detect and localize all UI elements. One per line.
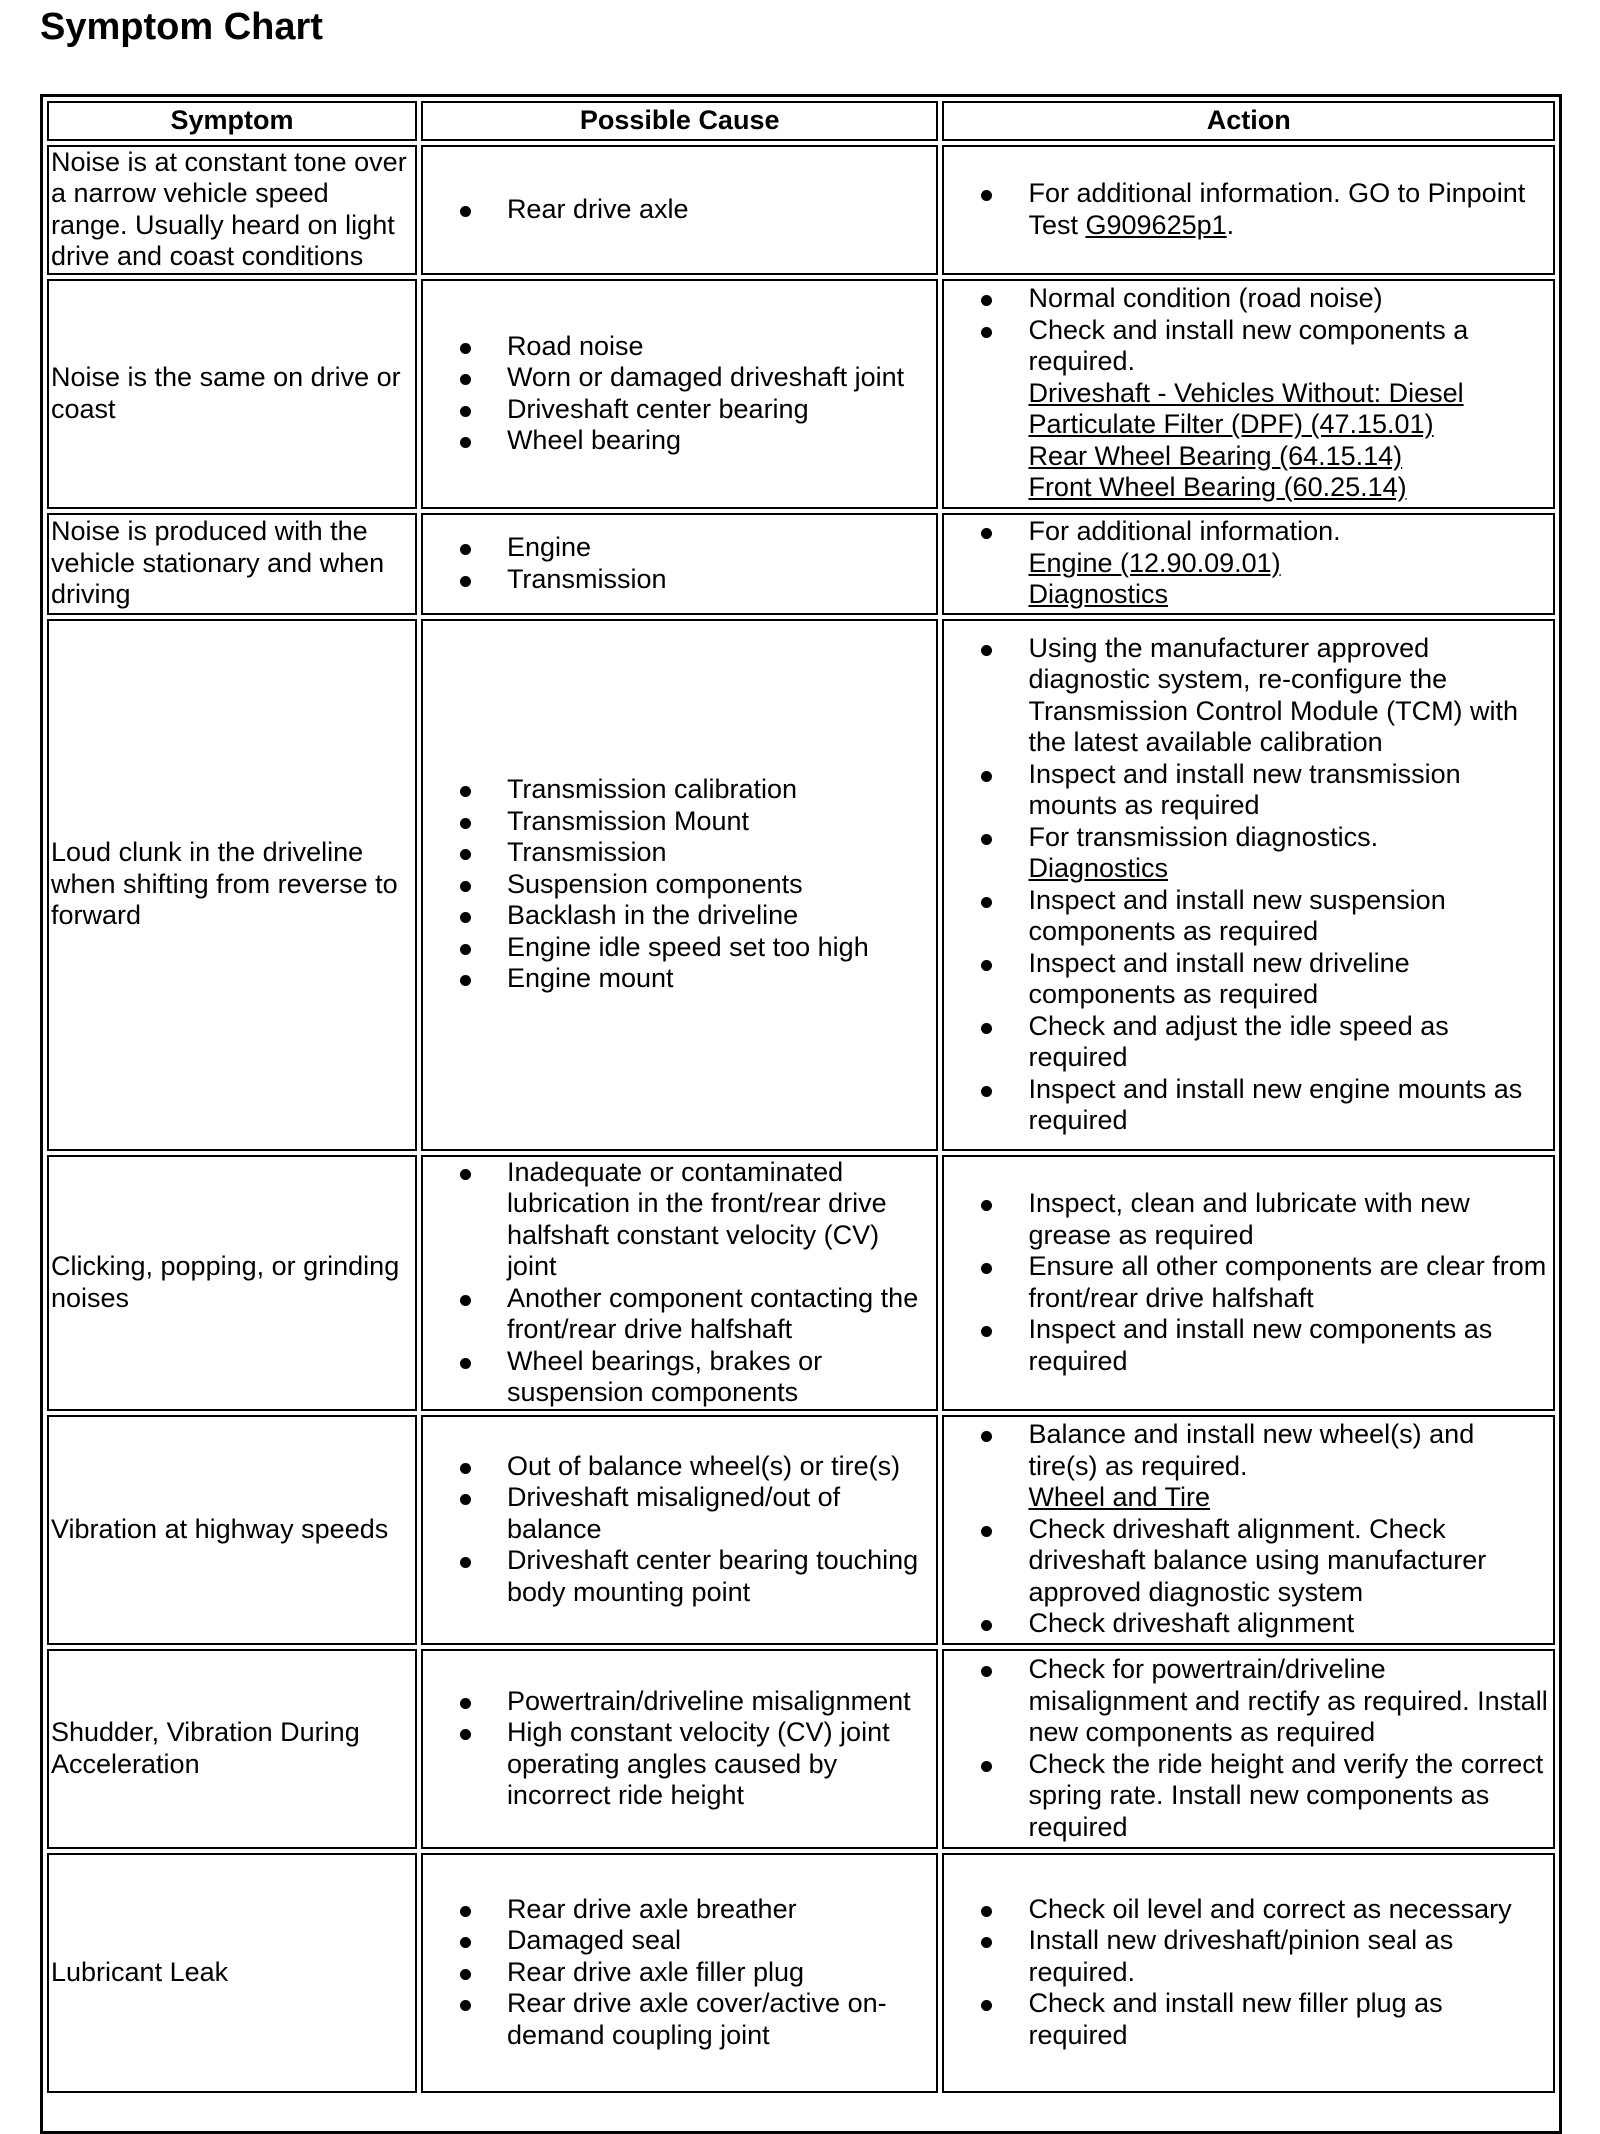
wheel-and-tire-link[interactable]: Wheel and Tire [1028, 1482, 1211, 1513]
cause-item: Wheel bearing [507, 425, 933, 457]
page-title: Symptom Chart [40, 6, 323, 48]
cause-item: Rear drive axle cover/active on-demand coupling joint [507, 1988, 933, 2051]
symptom-cell: Lubricant Leak [47, 1853, 417, 2093]
table-row [47, 1155, 1555, 1411]
action-item: Ensure all other components are clear from front/rear drive halfshaft [1028, 1251, 1549, 1314]
table-row [47, 279, 1555, 509]
cause-cell [421, 1853, 939, 2093]
action-item: Inspect, clean and lubricate with new grease as required [1028, 1188, 1549, 1251]
cause-cell [421, 145, 939, 275]
cause-cell [421, 513, 939, 615]
action-item: Install new driveshaft/pinion seal as required. [1028, 1925, 1549, 1988]
symptom-cell: Vibration at highway speeds [47, 1415, 417, 1645]
action-item: Inspect and install new components as required [1028, 1314, 1549, 1377]
cause-item: Wheel bearings, brakes or suspension components [507, 1346, 933, 1409]
table-row [47, 1415, 1555, 1645]
engine-link[interactable]: Engine (12.90.09.01) [1028, 547, 1281, 578]
symptom-cell: Noise is at constant tone over a narrow vehicle speed range. Usually heard on light drive and coast conditions [47, 145, 417, 275]
action-text: Check and install new components a required. [1028, 314, 1469, 377]
action-item [1028, 822, 1549, 885]
cause-item: Transmission [507, 837, 933, 869]
action-cell [942, 513, 1555, 615]
action-item: Check the ride height and verify the correct spring rate. Install new components as required [1028, 1749, 1549, 1844]
cause-item: Backlash in the driveline [507, 900, 933, 932]
cause-item: Driveshaft misaligned/out of balance [507, 1482, 933, 1545]
action-item: Inspect and install new driveline components as required [1028, 948, 1549, 1011]
header-symptom: Symptom [47, 101, 417, 141]
diagnostics-link[interactable]: Diagnostics [1028, 853, 1169, 883]
pinpoint-test-link[interactable]: G909625p1 [1085, 209, 1227, 240]
symptom-cell: Noise is the same on drive or coast [47, 279, 417, 509]
action-item [1028, 1419, 1549, 1514]
cause-cell [421, 619, 939, 1151]
table-row [47, 1853, 1555, 2093]
action-cell [942, 279, 1555, 509]
action-cell [942, 1155, 1555, 1411]
table-row [47, 513, 1555, 615]
header-row [47, 101, 1555, 141]
header-cause: Possible Cause [421, 101, 939, 141]
cause-item: Engine idle speed set too high [507, 932, 933, 964]
cause-item: Transmission Mount [507, 806, 933, 838]
action-cell [942, 1853, 1555, 2093]
action-cell [942, 1415, 1555, 1645]
action-item: Inspect and install new transmission mounts as required [1028, 759, 1549, 822]
cause-cell [421, 1155, 939, 1411]
cause-item: Out of balance wheel(s) or tire(s) [507, 1451, 933, 1483]
cause-item: Powertrain/driveline misalignment [507, 1686, 933, 1718]
cause-item: Damaged seal [507, 1925, 933, 1957]
cause-item: Road noise [507, 331, 933, 363]
cause-item: Worn or damaged driveshaft joint [507, 362, 933, 394]
action-item: Check driveshaft alignment. Check driveshaft balance using manufacturer approved diagnostic system [1028, 1514, 1549, 1609]
action-item: Check and install new filler plug as required [1028, 1988, 1549, 2051]
front-wheel-bearing-link[interactable]: Front Wheel Bearing (60.25.14) [1028, 472, 1407, 503]
symptom-cell: Shudder, Vibration During Acceleration [47, 1649, 417, 1849]
action-item: Check driveshaft alignment [1028, 1608, 1549, 1640]
table-row [47, 619, 1555, 1151]
action-text-suffix: . [1226, 209, 1235, 240]
cause-item: Another component contacting the front/rear drive halfshaft [507, 1283, 933, 1346]
action-text: For additional information. [1028, 516, 1341, 547]
table-row [47, 1649, 1555, 1849]
cause-cell [421, 1415, 939, 1645]
diagnostics-link[interactable]: Diagnostics [1028, 579, 1169, 610]
action-item [1028, 516, 1549, 611]
cause-item: Transmission calibration [507, 774, 933, 806]
action-item: Inspect and install new engine mounts as required [1028, 1074, 1549, 1137]
cause-item: Inadequate or contaminated lubrication in the front/rear drive halfshaft constant velocity (CV) joint [507, 1157, 933, 1283]
action-item: Check and adjust the idle speed as required [1028, 1011, 1549, 1074]
action-text: For additional information. GO to Pinpoint Test [1028, 178, 1526, 240]
cause-cell [421, 279, 939, 509]
action-item: Using the manufacturer approved diagnostic system, re-configure the Transmission Control Module (TCM) with the latest available calibration [1028, 633, 1549, 759]
cause-item: Rear drive axle breather [507, 1894, 933, 1926]
action-item: Check for powertrain/driveline misalignment and rectify as required. Install new components as required [1028, 1654, 1548, 1747]
action-item: Normal condition (road noise) [1028, 283, 1549, 315]
cause-item: Driveshaft center bearing touching body mounting point [507, 1545, 933, 1608]
symptom-cell: Noise is produced with the vehicle stationary and when driving [47, 513, 417, 615]
driveshaft-link[interactable]: Driveshaft - Vehicles Without: Diesel Particulate Filter (DPF) (47.15.01) [1028, 377, 1464, 440]
action-item: Inspect and install new suspension components as required [1028, 885, 1549, 948]
action-cell [942, 1649, 1555, 1849]
cause-item: Driveshaft center bearing [507, 394, 933, 426]
action-item [1028, 315, 1549, 504]
action-item: Check oil level and correct as necessary [1028, 1894, 1549, 1926]
symptom-table [43, 97, 1559, 2097]
cause-item: Engine [507, 532, 933, 564]
cause-item: High constant velocity (CV) joint operating angles caused by incorrect ride height [507, 1717, 933, 1812]
action-cell [942, 619, 1555, 1151]
symptom-table-frame [40, 94, 1562, 2134]
action-text: For transmission diagnostics. [1028, 821, 1379, 852]
action-item [1028, 178, 1549, 241]
cause-item: Engine mount [507, 963, 933, 995]
table-row [47, 145, 1555, 275]
symptom-cell: Clicking, popping, or grinding noises [47, 1155, 417, 1411]
cause-item: Rear drive axle filler plug [507, 1957, 933, 1989]
header-action: Action [942, 101, 1555, 141]
cause-item: Suspension components [507, 869, 933, 901]
symptom-cell: Loud clunk in the driveline when shifting from reverse to forward [47, 619, 417, 1151]
cause-item: Rear drive axle [507, 194, 933, 226]
rear-wheel-bearing-link[interactable]: Rear Wheel Bearing (64.15.14) [1028, 440, 1403, 471]
action-cell [942, 145, 1555, 275]
action-text: Balance and install new wheel(s) and tire(s) as required. [1028, 1419, 1475, 1481]
cause-item: Transmission [507, 564, 933, 596]
cause-cell [421, 1649, 939, 1849]
